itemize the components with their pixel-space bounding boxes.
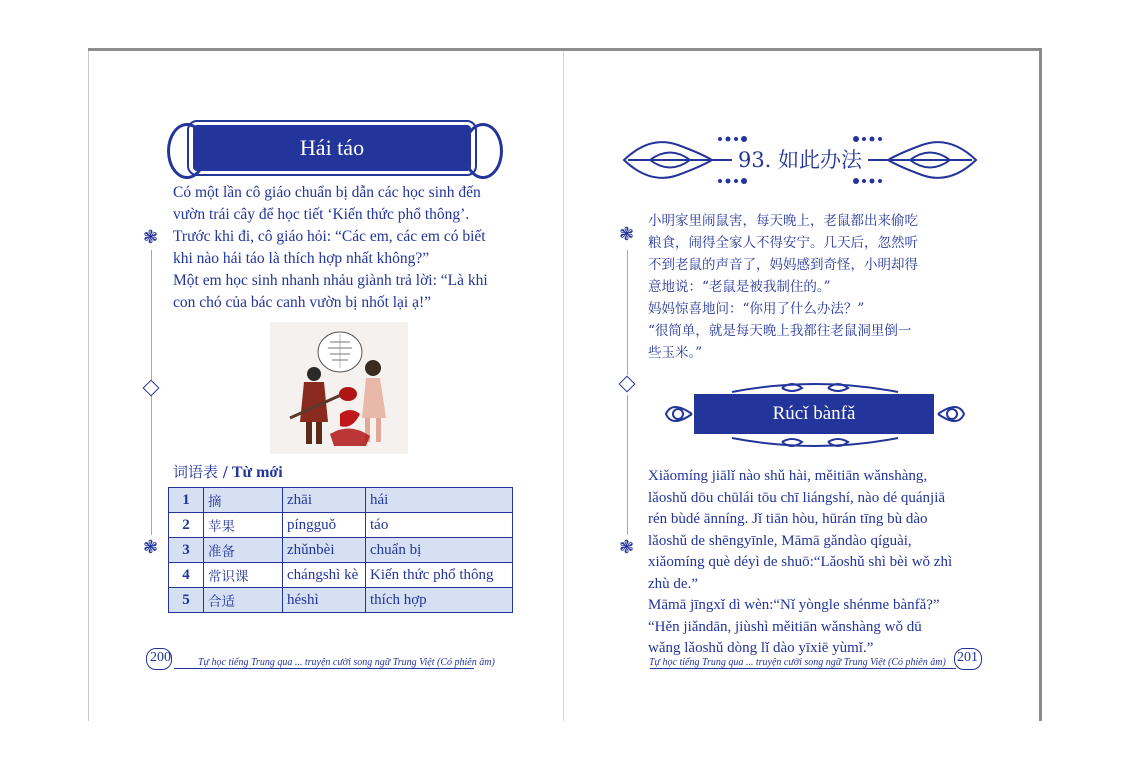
left-side-line-upper bbox=[151, 250, 152, 385]
chinese-paragraph bbox=[648, 210, 988, 364]
vocab-vietnamese: táo bbox=[366, 513, 513, 538]
vocab-pinyin: héshì bbox=[283, 588, 366, 613]
table-row bbox=[169, 513, 513, 538]
vocab-chinese: 摘 bbox=[204, 488, 283, 513]
cartoon-illustration bbox=[270, 322, 408, 454]
pinyin-line: xiǎomíng què déyì de shuō:“Lǎoshǔ shì bèi wǒ zhì bbox=[648, 554, 953, 570]
vocab-num: 5 bbox=[169, 588, 204, 613]
vocab-chinese: 准备 bbox=[204, 538, 283, 563]
left-side-line-lower bbox=[151, 395, 152, 535]
pinyin-line: lǎoshǔ dōu chūlái tōu chī liángshí, nào dé quánjiā bbox=[648, 489, 946, 506]
pinyin-line: zhù de.” bbox=[648, 575, 698, 592]
flower-ornament-icon: ❃ bbox=[143, 537, 159, 557]
pinyin-title: Rúcǐ bànfǎ bbox=[772, 403, 856, 424]
pinyin-line: “Hěn jiǎndān, jiùshì měitiān wǎnshàng wǒ dū bbox=[648, 618, 922, 635]
pinyin-line: Xiǎomíng jiālǐ nào shǔ hài, měitiān wǎnshàng, bbox=[648, 468, 928, 484]
story-line: khi nào hái táo là thích hợp nhất không?” bbox=[173, 250, 430, 267]
vocab-num: 4 bbox=[169, 563, 204, 588]
vocab-pinyin: zhǔnbèi bbox=[283, 538, 366, 563]
vocab-chinese: 苹果 bbox=[204, 513, 283, 538]
chinese-line: 粮食，闹得全家人不得安宁。几天后，忽然听 bbox=[648, 235, 918, 251]
pinyin-line: wǎng lǎoshǔ dòng lǐ dào yīxiē yùmǐ.” bbox=[648, 640, 874, 656]
pinyin-line: rén bùdé ānníng. Jǐ tiān hòu, hūrán tīng bù dào bbox=[648, 511, 928, 527]
vocab-table bbox=[168, 487, 513, 613]
vocab-heading-vi: Từ mới bbox=[231, 464, 283, 481]
story-line: Có một lần cô giáo chuẩn bị dẫn các học sinh đến bbox=[173, 184, 481, 201]
story-line: con chó của bác canh vườn bị nhốt lại ạ!” bbox=[173, 294, 432, 311]
vocab-vietnamese: thích hợp bbox=[366, 588, 513, 613]
vocab-pinyin: píngguǒ bbox=[283, 513, 366, 538]
vocab-num: 2 bbox=[169, 513, 204, 538]
footer-text: Tự học tiếng Trung qua ... truyện cười song ngữ Trung Việt (Có phiên âm) bbox=[649, 657, 946, 668]
flower-ornament-icon: ❃ bbox=[619, 224, 635, 244]
vocab-heading bbox=[173, 461, 283, 482]
page-top-rule bbox=[88, 48, 1042, 51]
flower-ornament-icon: ❃ bbox=[619, 537, 635, 557]
pinyin-line: Māmā jīngxǐ dì wèn:“Nǐ yòngle shénme bànfǎ?” bbox=[648, 597, 940, 613]
chinese-line: “很简单，就是每天晚上我都往老鼠洞里倒一 bbox=[648, 323, 912, 339]
story-line: Trước khi đi, cô giáo hỏi: “Các em, các em có biết bbox=[173, 228, 486, 245]
chinese-line: 小明家里闹鼠害，每天晚上，老鼠都出来偷吃 bbox=[648, 213, 918, 229]
diamond-ornament-icon bbox=[143, 380, 160, 397]
story-line: Một em học sinh nhanh nhảu giành trả lời: “Là khi bbox=[173, 272, 488, 289]
right-page-edge bbox=[1039, 51, 1042, 721]
vocab-pinyin: zhāi bbox=[283, 488, 366, 513]
vocab-num: 1 bbox=[169, 488, 204, 513]
right-side-line-lower bbox=[627, 395, 628, 535]
table-row bbox=[169, 538, 513, 563]
story-title: Hái táo bbox=[299, 135, 365, 160]
chinese-line: 不到老鼠的声音了，妈妈感到奇怪，小明却得 bbox=[648, 257, 918, 273]
table-row bbox=[169, 488, 513, 513]
story-heading bbox=[620, 125, 980, 195]
vocab-vietnamese: chuẩn bị bbox=[366, 538, 513, 563]
vocab-num: 3 bbox=[169, 538, 204, 563]
page-number: 200 bbox=[150, 650, 171, 665]
book-spine bbox=[563, 51, 564, 721]
table-row bbox=[169, 563, 513, 588]
pinyin-title-banner bbox=[662, 378, 968, 452]
right-side-line-upper bbox=[627, 250, 628, 375]
footer-rule bbox=[174, 668, 474, 669]
chinese-line: 些玉米。” bbox=[648, 345, 703, 361]
vocab-chinese: 常识课 bbox=[204, 563, 283, 588]
vocab-vietnamese: Kiến thức phổ thông bbox=[366, 563, 513, 588]
diamond-ornament-icon bbox=[619, 376, 636, 393]
vocab-vietnamese: hái bbox=[366, 488, 513, 513]
footer-rule bbox=[650, 668, 956, 669]
story-paragraph bbox=[173, 182, 513, 314]
left-title-banner bbox=[167, 120, 497, 176]
chinese-line: 意地说：“老鼠是被我制住的。” bbox=[648, 279, 831, 295]
vocab-pinyin: chángshì kè bbox=[283, 563, 366, 588]
story-line: vườn trái cây để học tiết ‘Kiến thức phổ thông’. bbox=[173, 206, 470, 223]
footer-text: Tự học tiếng Trung qua ... truyện cười song ngữ Trung Việt (Có phiên âm) bbox=[198, 657, 495, 668]
story-number-title: 93. 如此办法 bbox=[737, 148, 863, 172]
chinese-line: 妈妈惊喜地问：“你用了什么办法？” bbox=[648, 301, 865, 317]
pinyin-paragraph bbox=[648, 466, 988, 660]
left-page-edge bbox=[88, 51, 89, 721]
flower-ornament-icon: ❃ bbox=[143, 227, 159, 247]
page-number: 201 bbox=[957, 650, 978, 665]
pinyin-line: lǎoshǔ de shēngyīnle, Māmā gǎndào qíguài, bbox=[648, 532, 912, 549]
vocab-heading-zh: 词语表 / bbox=[173, 463, 228, 481]
table-row bbox=[169, 588, 513, 613]
vocab-chinese: 合适 bbox=[204, 588, 283, 613]
